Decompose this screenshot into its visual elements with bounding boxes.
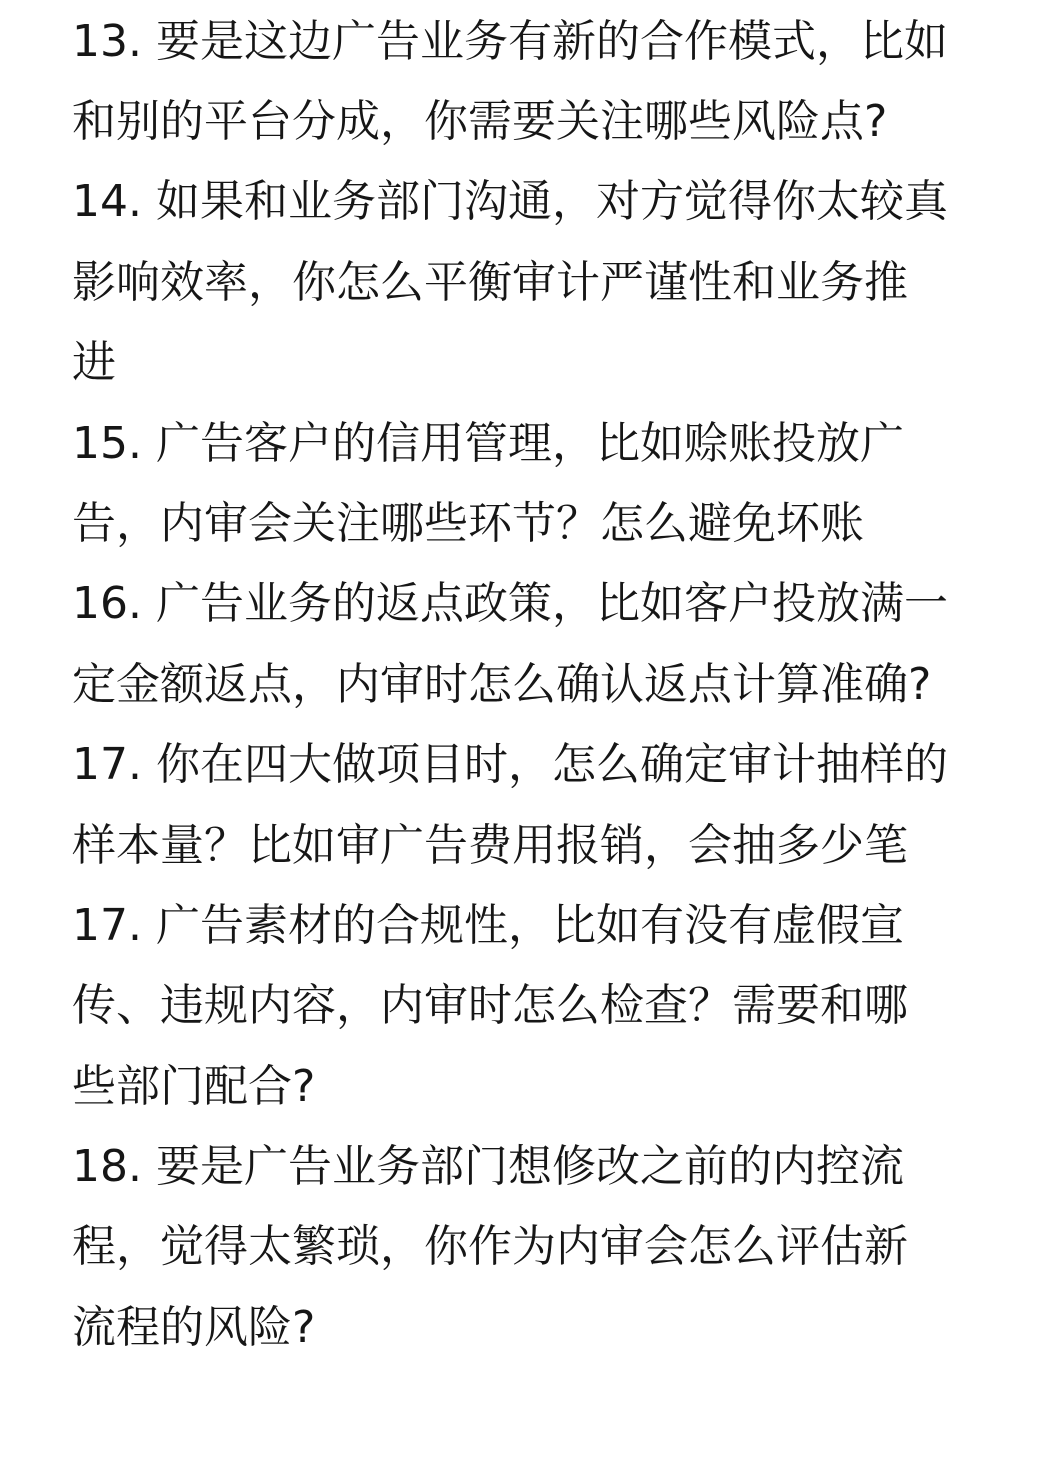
text-line: 15. 广告客户的信用管理，比如赊账投放广 <box>72 417 904 469</box>
text-line: 18. 要是广告业务部门想修改之前的内控流 <box>72 1141 904 1193</box>
text-line: 程，觉得太繁琐，你作为内审会怎么评估新 <box>72 1221 908 1273</box>
text-line: 定金额返点，内审时怎么确认返点计算准确? <box>72 658 932 710</box>
text-line: 传、违规内容，内审时怎么检查？需要和哪 <box>72 980 908 1032</box>
text-line: 17. 你在四大做项目时，怎么确定审计抽样的 <box>72 739 948 791</box>
text-line: 16. 广告业务的返点政策，比如客户投放满一 <box>72 578 948 630</box>
text-line: 14. 如果和业务部门沟通，对方觉得你太较真 <box>72 176 948 228</box>
text-line: 影响效率，你怎么平衡审计严谨性和业务推 <box>72 256 908 308</box>
text-line: 流程的风险? <box>72 1301 316 1353</box>
text-line: 和别的平台分成，你需要关注哪些风险点? <box>72 95 888 147</box>
text-line: 些部门配合? <box>72 1060 316 1112</box>
question-list <box>72 0 1017 1368</box>
text-line: 13. 要是这边广告业务有新的合作模式，比如 <box>72 15 948 67</box>
text-line: 告，内审会关注哪些环节？怎么避免坏账 <box>72 497 864 549</box>
text-line: 样本量？比如审广告费用报销，会抽多少笔 <box>72 819 908 871</box>
text-line: 进 <box>72 337 116 389</box>
text-line: 17. 广告素材的合规性，比如有没有虚假宣 <box>72 899 904 951</box>
